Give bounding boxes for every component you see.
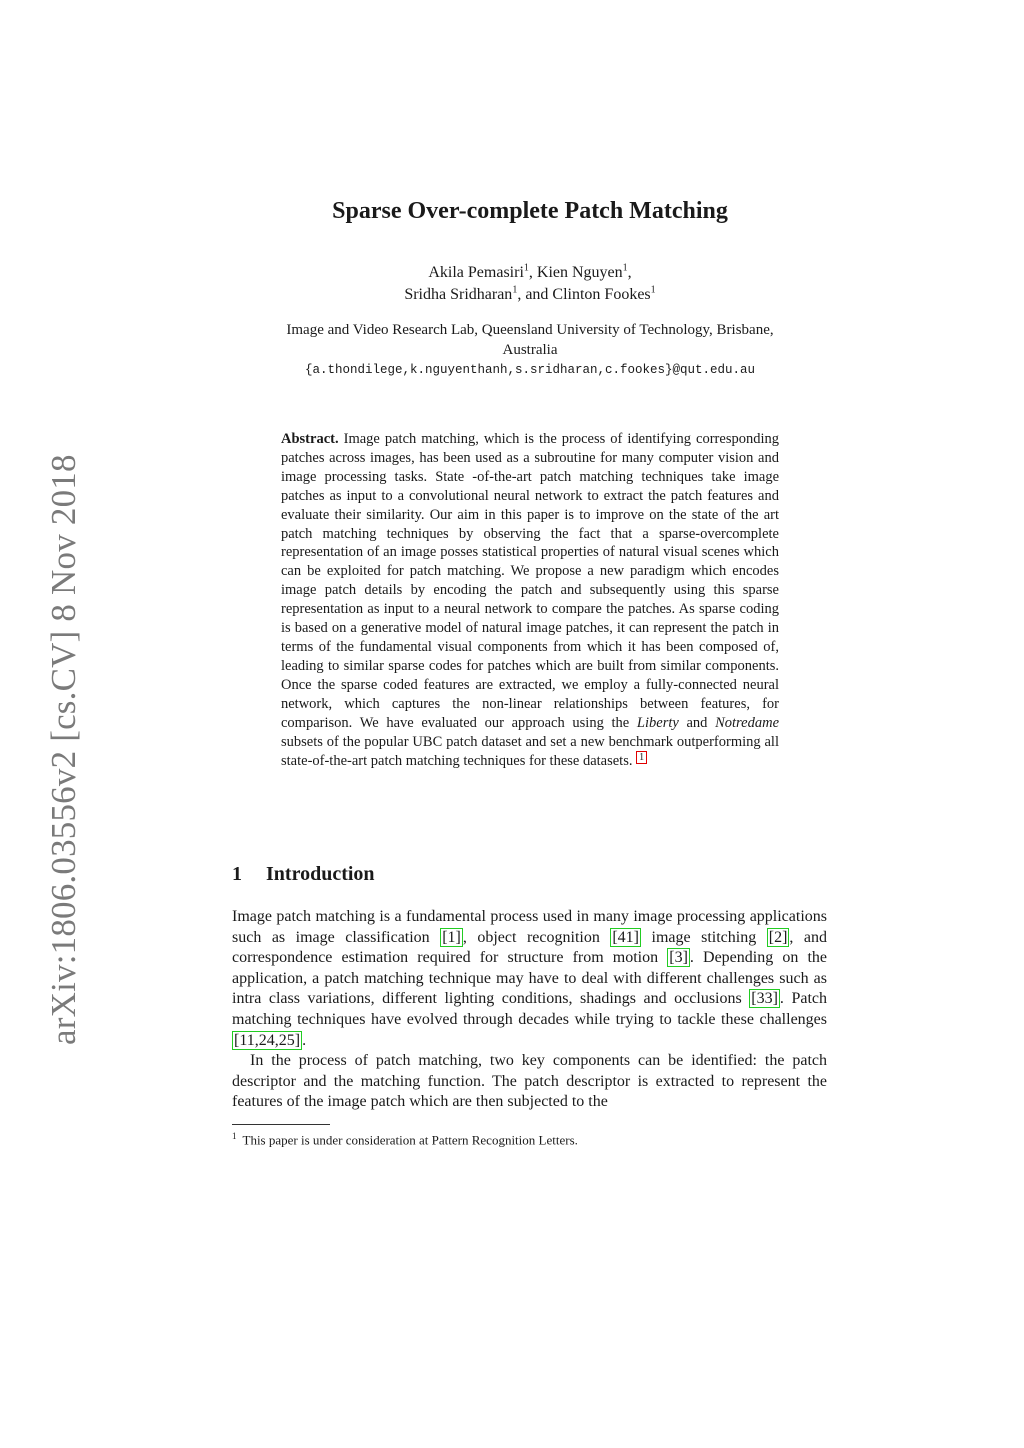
author-name: Sridha Sridharan [404, 286, 513, 303]
paper-title: Sparse Over-complete Patch Matching [332, 198, 728, 224]
affiliation-mark: 1 [650, 284, 656, 296]
citation-link[interactable]: [2] [768, 928, 788, 946]
abstract-label: Abstract. [281, 431, 339, 447]
citation-link[interactable]: [1] [442, 928, 461, 946]
author-name: Clinton Fookes [552, 286, 651, 303]
affiliation-mark: 1 [523, 262, 529, 274]
dataset-name: Liberty [636, 714, 679, 731]
arxiv-stamp: arXiv:1806.03556v2 [cs.CV] 8 Nov 2018 [44, 454, 83, 1045]
section-heading [232, 861, 792, 887]
section-number: 1 [232, 863, 242, 885]
paragraph: Image patch matching is a fundamental process used in many image processing applications such as image classification [1] , object recognition [41] image stitching [2] , and correspondence estimation required for structure from motion [3] . Depending on the application, a patch matching technique may have to deal with different challenges such as intra class variations, different lighting conditions, shadings and occlusions [33] . Patch matching techniques have evolved through decades while trying to tackle these challenges [11,24,25] . [232, 908, 828, 1049]
footnote-rule [232, 1124, 330, 1125]
citation-link[interactable]: [3] [669, 949, 688, 967]
footnote-link[interactable]: 1 [636, 751, 647, 764]
author-name: Kien Nguyen [536, 264, 623, 281]
affiliation-mark: 1 [512, 284, 518, 296]
abstract: Abstract. Image patch matching, which is the process of identifying corresponding patches across images, has been used as a subroutine for many computer vision and image processing tasks. State -of-the-art patch matching techniques take image patches as input to a convolutional neural network to extract the patch features and evaluate their similarity. Our aim in this paper is to improve on the state of the art patch matching techniques by observing the fact that a sparse-overcomplete representation of an image posses statistical properties of natural visual scenes which can be exploited for patch matching. We propose a new paradigm which encodes image patch details by encoding the patch and subsequently using this sparse representation as input to a neural network to compare the patches. As sparse coding is based on a generative model of natural image patches, it can represent the patch in terms of the fundamental visual components from which it has been composed of, leading to similar sparse codes for patches which are built from similar components. Once the sparse coded features are extracted, we employ a fully-connected neural network, which captures the non-linear relationships between features, for comparison. We have evaluated our approach using the Liberty and Notredame subsets of the popular UBC patch dataset and set a new benchmark outperforming all state-of-the-art patch matching techniques for these datasets. 1 [281, 431, 780, 770]
affiliation-mark: 1 [622, 262, 628, 274]
dataset-name: Notredame [715, 714, 780, 731]
author-list: Akila Pemasiri$^1$, Kien Nguyen$^1$, Sridha Sridharan$^1$, and Clinton Fookes$^1$ [404, 262, 656, 303]
citation-link[interactable]: [41] [612, 928, 639, 946]
footnote-text: This paper is under consideration at Pattern Recognition Letters. [242, 1132, 578, 1148]
paragraph: In the process of patch matching, two key components can be identified: the patch descriptor and the matching function. The patch descriptor is extracted to represent the features of the image patch which are then subjected to the [232, 1052, 827, 1111]
affiliation-line: Australia [502, 342, 558, 358]
footnote [232, 1128, 827, 1148]
author-name: Akila Pemasiri [428, 264, 524, 281]
citation-link[interactable]: [33] [751, 990, 778, 1008]
affiliation-line: Image and Video Research Lab, Queensland University of Technology, Brisbane, [286, 322, 774, 338]
abstract-text: Image patch matching, which is the process of identifying corresponding patches across images, has been used as a subroutine for many computer vision and image processing tasks. State -of-the-art patch matching techniques take image patches as input to a convolutional neural network to extract the patch features and evaluate their similarity. Our aim in this paper is to improve on the state of the art patch matching techniques by observing the fact that a sparse-overcomplete representation of an image posses statistical properties of natural visual scenes which can be exploited for patch matching. We propose a new paradigm which encodes image patch details by encoding the patch and subsequently using this sparse representation as input to a neural network to compare the patches. As sparse coding is based on a generative model of natural image patches, it can represent the patch in terms of the fundamental visual components from which it has been composed of, leading to similar sparse codes for patches which are built from similar components. Once the sparse coded features are extracted, we employ a fully-connected neural network, which captures the non-linear relationships between features, for comparison. We have evaluated our approach using the [281, 431, 779, 731]
section-title: Introduction [266, 863, 375, 885]
abstract-text: subsets of the popular UBC patch dataset and set a new benchmark outperforming all state-of-the-art patch matching techniques for these datasets. [281, 733, 779, 770]
citation-link[interactable]: [11,24,25] [234, 1031, 301, 1049]
author-emails: {a.thondilege,k.nguyenthanh,s.sridharan,c.fookes}@qut.edu.au [304, 363, 756, 377]
footnote-mark: 1 [232, 1131, 237, 1141]
affiliation [230, 320, 830, 380]
intro-body [232, 907, 827, 1113]
